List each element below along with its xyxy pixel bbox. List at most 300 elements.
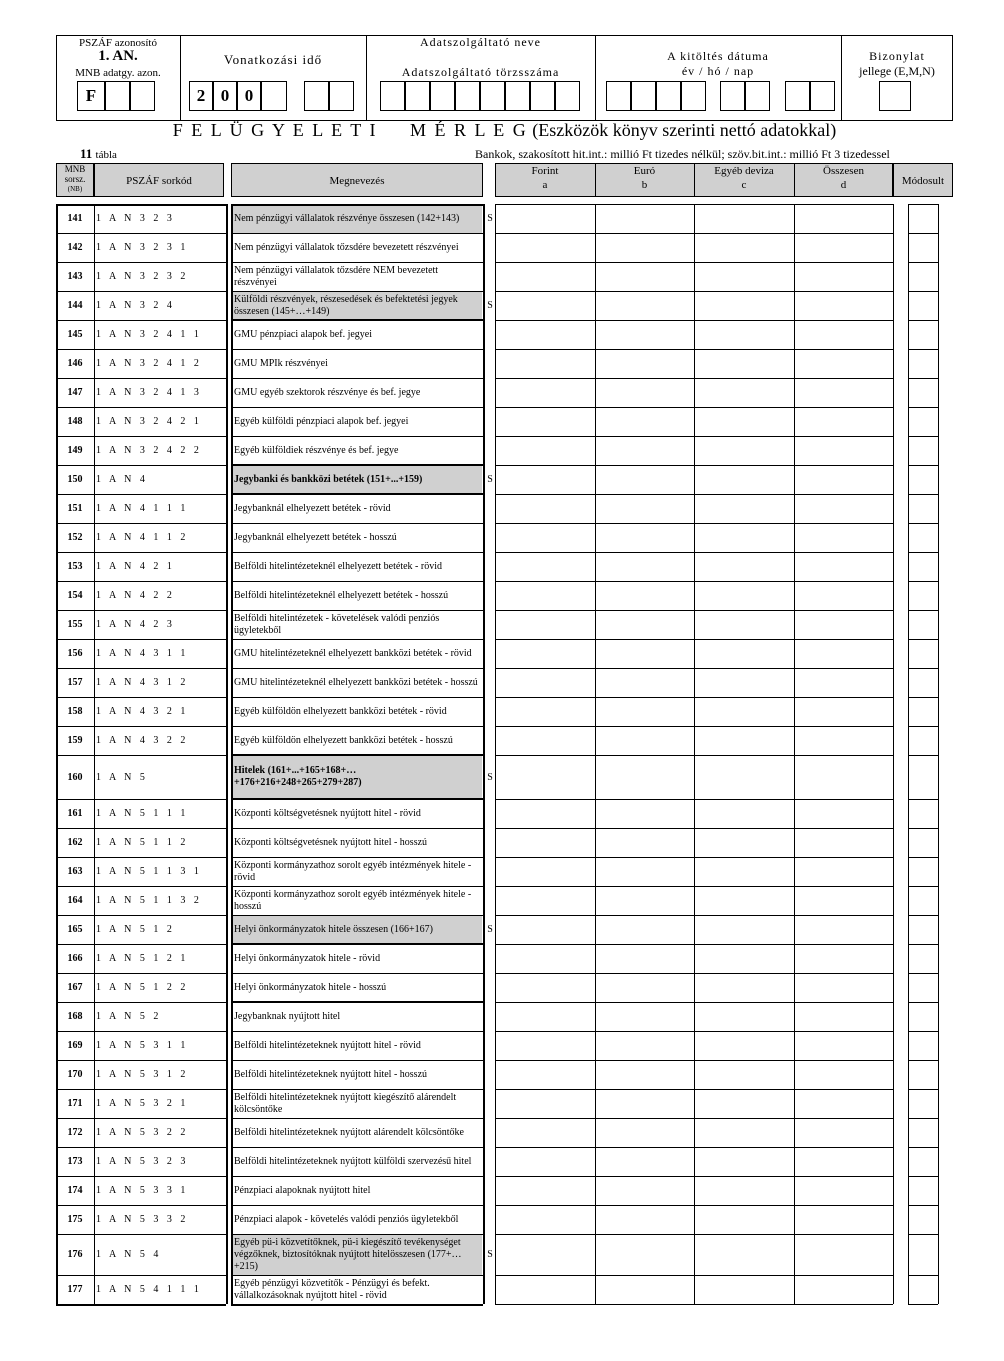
value-cell-forint[interactable] bbox=[495, 944, 595, 973]
value-cell-other[interactable] bbox=[694, 1060, 794, 1089]
fill-date-box[interactable] bbox=[810, 81, 835, 111]
value-cell-forint[interactable] bbox=[495, 1176, 595, 1205]
value-cell-forint[interactable] bbox=[495, 1147, 595, 1176]
row-number: 161 bbox=[67, 808, 83, 819]
value-cell-other[interactable] bbox=[694, 886, 794, 915]
value-cell-other[interactable] bbox=[694, 1205, 794, 1234]
fill-date-box[interactable] bbox=[681, 81, 706, 111]
page-title bbox=[56, 120, 953, 141]
modified-cell[interactable] bbox=[908, 697, 938, 726]
col-code bbox=[94, 163, 224, 197]
fill-date-box[interactable] bbox=[745, 81, 770, 111]
provider-reg-box[interactable] bbox=[380, 81, 405, 111]
row-name: Külföldi részvények, részesedések és befektetési jegyek összesen (145+…+149) bbox=[232, 291, 482, 320]
value-cell-forint[interactable] bbox=[495, 552, 595, 581]
value-cell-total[interactable] bbox=[794, 262, 893, 291]
row-number: 160 bbox=[67, 771, 83, 783]
value-cell-other[interactable] bbox=[694, 1118, 794, 1147]
row-code: 1 A N 4 1 1 2 bbox=[96, 532, 189, 543]
value-cell-total[interactable] bbox=[794, 828, 893, 857]
table-row bbox=[56, 1031, 940, 1060]
value-cell-euro[interactable] bbox=[595, 407, 694, 436]
value-cell-euro[interactable] bbox=[595, 581, 694, 610]
modified-cell[interactable] bbox=[908, 204, 938, 233]
row-number: 169 bbox=[67, 1040, 83, 1051]
value-cell-euro[interactable] bbox=[595, 320, 694, 349]
row-number: 155 bbox=[67, 619, 83, 630]
row-code: 1 A N 3 2 4 1 1 bbox=[96, 329, 202, 340]
value-cell-other[interactable] bbox=[694, 973, 794, 1002]
mnb-box-2[interactable] bbox=[105, 81, 130, 111]
value-cell-euro[interactable] bbox=[595, 1275, 694, 1304]
value-cell-forint[interactable] bbox=[495, 755, 595, 799]
col-euro bbox=[595, 164, 694, 192]
value-cell-euro[interactable] bbox=[595, 1002, 694, 1031]
value-cell-forint[interactable] bbox=[495, 523, 595, 552]
value-cell-other[interactable] bbox=[694, 262, 794, 291]
col-mnb-sub: (NB) bbox=[67, 185, 83, 193]
ref-digit-4[interactable] bbox=[261, 81, 287, 111]
value-cell-total[interactable] bbox=[794, 1234, 893, 1275]
value-cell-euro[interactable] bbox=[595, 233, 694, 262]
modified-cell[interactable] bbox=[908, 262, 938, 291]
value-cell-total[interactable] bbox=[794, 915, 893, 944]
value-cell-euro[interactable] bbox=[595, 1089, 694, 1118]
provider-reg-box[interactable] bbox=[530, 81, 555, 111]
value-cell-euro[interactable] bbox=[595, 465, 694, 494]
table-row bbox=[56, 697, 940, 726]
table-row bbox=[56, 755, 940, 799]
row-number: 167 bbox=[67, 982, 83, 993]
col-forint bbox=[495, 164, 595, 192]
value-cell-other[interactable] bbox=[694, 1234, 794, 1275]
ref-digit-6[interactable] bbox=[329, 81, 354, 111]
row-number: 176 bbox=[67, 1249, 83, 1260]
value-cell-euro[interactable] bbox=[595, 349, 694, 378]
modified-cell[interactable] bbox=[908, 233, 938, 262]
value-cell-forint[interactable] bbox=[495, 204, 595, 233]
value-cell-euro[interactable] bbox=[595, 799, 694, 828]
row-name: Belföldi hitelintézeteknek nyújtott hitel - rövid bbox=[234, 1039, 421, 1051]
value-cell-forint[interactable] bbox=[495, 668, 595, 697]
value-cell-euro[interactable] bbox=[595, 755, 694, 799]
value-cell-euro[interactable] bbox=[595, 973, 694, 1002]
modified-cell[interactable] bbox=[908, 915, 938, 944]
value-cell-forint[interactable] bbox=[495, 915, 595, 944]
value-cell-total[interactable] bbox=[794, 1176, 893, 1205]
row-code: 1 A N 5 1 2 1 bbox=[96, 953, 189, 964]
table-row bbox=[56, 320, 940, 349]
value-cell-total[interactable] bbox=[794, 320, 893, 349]
value-cell-other[interactable] bbox=[694, 494, 794, 523]
row-number: 170 bbox=[67, 1069, 83, 1080]
value-cell-other[interactable] bbox=[694, 552, 794, 581]
row-number: 142 bbox=[67, 242, 83, 253]
value-cell-total[interactable] bbox=[794, 755, 893, 799]
row-number: 162 bbox=[67, 837, 83, 848]
row-code: 1 A N 5 1 1 2 bbox=[96, 837, 189, 848]
col-total-label: Összesen bbox=[823, 165, 864, 177]
value-cell-other[interactable] bbox=[694, 799, 794, 828]
modified-cell[interactable] bbox=[908, 494, 938, 523]
value-cell-total[interactable] bbox=[794, 465, 893, 494]
modified-cell[interactable] bbox=[908, 726, 938, 755]
value-cell-total[interactable] bbox=[794, 639, 893, 668]
row-code: 1 A N 5 4 bbox=[96, 1249, 162, 1260]
value-cell-other[interactable] bbox=[694, 697, 794, 726]
value-cell-forint[interactable] bbox=[495, 1234, 595, 1275]
modified-cell[interactable] bbox=[908, 755, 938, 799]
value-cell-forint[interactable] bbox=[495, 407, 595, 436]
value-cell-other[interactable] bbox=[694, 407, 794, 436]
modified-cell[interactable] bbox=[908, 857, 938, 886]
modified-cell[interactable] bbox=[908, 1176, 938, 1205]
value-cell-euro[interactable] bbox=[595, 1205, 694, 1234]
value-cell-euro[interactable] bbox=[595, 944, 694, 973]
value-cell-forint[interactable] bbox=[495, 799, 595, 828]
modified-cell[interactable] bbox=[908, 1118, 938, 1147]
value-cell-total[interactable] bbox=[794, 973, 893, 1002]
table-row bbox=[56, 552, 940, 581]
value-cell-total[interactable] bbox=[794, 291, 893, 320]
value-cell-total[interactable] bbox=[794, 581, 893, 610]
row-name: Központi költségvetésnek nyújtott hitel - hosszú bbox=[234, 836, 428, 848]
value-cell-forint[interactable] bbox=[495, 436, 595, 465]
value-cell-other[interactable] bbox=[694, 291, 794, 320]
value-cell-forint[interactable] bbox=[495, 639, 595, 668]
table-row bbox=[56, 465, 940, 494]
value-cell-euro[interactable] bbox=[595, 915, 694, 944]
value-cell-forint[interactable] bbox=[495, 1118, 595, 1147]
row-name: Jegybanknál elhelyezett betétek - rövid bbox=[234, 502, 391, 514]
fill-date-box[interactable] bbox=[785, 81, 810, 111]
value-cell-forint[interactable] bbox=[495, 857, 595, 886]
row-code: 1 A N 5 3 2 3 bbox=[96, 1156, 189, 1167]
value-cell-other[interactable] bbox=[694, 204, 794, 233]
value-cell-forint[interactable] bbox=[495, 1089, 595, 1118]
fill-date-sub: év / hó / nap bbox=[681, 64, 755, 78]
ref-digit-3[interactable]: 0 bbox=[237, 81, 261, 111]
value-cell-euro[interactable] bbox=[595, 1176, 694, 1205]
value-cell-total[interactable] bbox=[794, 407, 893, 436]
value-cell-euro[interactable] bbox=[595, 204, 694, 233]
provider-reg-box[interactable] bbox=[480, 81, 505, 111]
value-cell-total[interactable] bbox=[794, 204, 893, 233]
value-cell-total[interactable] bbox=[794, 233, 893, 262]
col-euro-sub: b bbox=[641, 179, 648, 191]
row-code: 1 A N 4 2 1 bbox=[96, 561, 175, 572]
value-cell-euro[interactable] bbox=[595, 1060, 694, 1089]
row-number: 145 bbox=[67, 329, 83, 340]
modified-cell[interactable] bbox=[908, 799, 938, 828]
row-number: 152 bbox=[67, 532, 83, 543]
table-row bbox=[56, 523, 940, 552]
value-cell-euro[interactable] bbox=[595, 668, 694, 697]
value-cell-other[interactable] bbox=[694, 944, 794, 973]
row-sum-flag: S bbox=[487, 1249, 493, 1260]
modified-cell[interactable] bbox=[908, 944, 938, 973]
value-cell-euro[interactable] bbox=[595, 610, 694, 639]
row-name: Egyéb pü-i közvetítőknek, pü-i kiegészítő tevékenységet végzőknek, biztosítóknak nyújtott hitelösszesen (177+…+215) bbox=[232, 1234, 482, 1275]
table-row bbox=[56, 799, 940, 828]
value-cell-forint[interactable] bbox=[495, 973, 595, 1002]
value-cell-euro[interactable] bbox=[595, 697, 694, 726]
value-cell-total[interactable] bbox=[794, 668, 893, 697]
value-cell-euro[interactable] bbox=[595, 1234, 694, 1275]
value-cell-other[interactable] bbox=[694, 436, 794, 465]
row-name: Nem pénzügyi vállalatok részvénye összesen (142+143) bbox=[232, 204, 482, 233]
table-row bbox=[56, 915, 940, 944]
mnb-box-1[interactable]: F bbox=[77, 81, 105, 111]
modified-cell[interactable] bbox=[908, 1002, 938, 1031]
table-row bbox=[56, 886, 940, 915]
value-cell-total[interactable] bbox=[794, 610, 893, 639]
value-cell-euro[interactable] bbox=[595, 886, 694, 915]
value-cell-other[interactable] bbox=[694, 1002, 794, 1031]
value-cell-total[interactable] bbox=[794, 857, 893, 886]
modified-cell[interactable] bbox=[908, 1234, 938, 1275]
value-cell-other[interactable] bbox=[694, 1089, 794, 1118]
provider-reg-box[interactable] bbox=[555, 81, 580, 111]
modified-cell[interactable] bbox=[908, 523, 938, 552]
value-cell-forint[interactable] bbox=[495, 320, 595, 349]
row-number: 156 bbox=[67, 648, 83, 659]
row-code: 1 A N 5 1 1 3 2 bbox=[96, 895, 202, 906]
row-code: 1 A N 3 2 4 1 2 bbox=[96, 358, 202, 369]
table-row bbox=[56, 1118, 940, 1147]
fill-date-box[interactable] bbox=[720, 81, 745, 111]
fill-date-label: A kitöltés dátuma bbox=[667, 49, 769, 63]
value-cell-forint[interactable] bbox=[495, 262, 595, 291]
value-cell-forint[interactable] bbox=[495, 494, 595, 523]
ref-digit-5[interactable] bbox=[304, 81, 329, 111]
modified-cell[interactable] bbox=[908, 1031, 938, 1060]
row-code: 1 A N 5 1 2 bbox=[96, 924, 175, 935]
modified-cell[interactable] bbox=[908, 581, 938, 610]
ref-digit-1[interactable]: 2 bbox=[189, 81, 213, 111]
value-cell-other[interactable] bbox=[694, 755, 794, 799]
value-cell-total[interactable] bbox=[794, 1275, 893, 1304]
value-cell-forint[interactable] bbox=[495, 1060, 595, 1089]
row-number: 163 bbox=[67, 866, 83, 877]
value-cell-other[interactable] bbox=[694, 1275, 794, 1304]
value-cell-forint[interactable] bbox=[495, 378, 595, 407]
value-cell-forint[interactable] bbox=[495, 1031, 595, 1060]
table-row bbox=[56, 857, 940, 886]
value-cell-forint[interactable] bbox=[495, 581, 595, 610]
row-number: 154 bbox=[67, 590, 83, 601]
value-cell-total[interactable] bbox=[794, 697, 893, 726]
units-note: Bankok, szakosított hit.int.: millió Ft tizedes nélkül; szöv.bit.int.: millió Ft 3 tizedessel bbox=[475, 147, 890, 161]
row-code: 1 A N 5 3 2 1 bbox=[96, 1098, 189, 1109]
value-cell-euro[interactable] bbox=[595, 1147, 694, 1176]
value-cell-total[interactable] bbox=[794, 726, 893, 755]
value-cell-total[interactable] bbox=[794, 1205, 893, 1234]
value-cell-forint[interactable] bbox=[495, 233, 595, 262]
value-cell-forint[interactable] bbox=[495, 828, 595, 857]
row-number: 177 bbox=[67, 1284, 83, 1295]
value-cell-other[interactable] bbox=[694, 378, 794, 407]
value-cell-euro[interactable] bbox=[595, 291, 694, 320]
modified-cell[interactable] bbox=[908, 639, 938, 668]
row-name: Központi kormányzathoz sorolt egyéb intézmények hitele - hosszú bbox=[234, 888, 472, 912]
modified-cell[interactable] bbox=[908, 552, 938, 581]
row-code: 1 A N 5 1 1 3 1 bbox=[96, 866, 202, 877]
table-row bbox=[56, 944, 940, 973]
value-cell-euro[interactable] bbox=[595, 726, 694, 755]
value-cell-euro[interactable] bbox=[595, 1031, 694, 1060]
value-cell-total[interactable] bbox=[794, 944, 893, 973]
value-cell-total[interactable] bbox=[794, 886, 893, 915]
value-cell-forint[interactable] bbox=[495, 291, 595, 320]
doc-type-sub: jellege (E,M,N) bbox=[859, 64, 935, 78]
provider-name-label: Adatszolgáltató neve bbox=[420, 35, 541, 49]
row-name: Jegybanknak nyújtott hitel bbox=[234, 1010, 341, 1022]
value-cell-forint[interactable] bbox=[495, 1002, 595, 1031]
value-cell-other[interactable] bbox=[694, 639, 794, 668]
value-cell-forint[interactable] bbox=[495, 1275, 595, 1304]
value-cell-other[interactable] bbox=[694, 1176, 794, 1205]
value-cell-other[interactable] bbox=[694, 668, 794, 697]
value-cell-other[interactable] bbox=[694, 233, 794, 262]
value-cell-other[interactable] bbox=[694, 857, 794, 886]
row-code: 1 A N 5 3 3 1 bbox=[96, 1185, 189, 1196]
value-cell-total[interactable] bbox=[794, 494, 893, 523]
value-cell-forint[interactable] bbox=[495, 886, 595, 915]
modified-cell[interactable] bbox=[908, 378, 938, 407]
value-cell-other[interactable] bbox=[694, 1031, 794, 1060]
modified-cell[interactable] bbox=[908, 1147, 938, 1176]
table-row bbox=[56, 378, 940, 407]
value-cell-other[interactable] bbox=[694, 523, 794, 552]
value-cell-other[interactable] bbox=[694, 581, 794, 610]
fill-date-box[interactable] bbox=[606, 81, 631, 111]
value-cell-other[interactable] bbox=[694, 828, 794, 857]
row-name: GMU MPIk részvényei bbox=[234, 357, 328, 369]
provider-reg-box[interactable] bbox=[505, 81, 530, 111]
value-cell-total[interactable] bbox=[794, 349, 893, 378]
value-cell-total[interactable] bbox=[794, 378, 893, 407]
row-sum-flag: S bbox=[487, 924, 493, 935]
value-cell-euro[interactable] bbox=[595, 552, 694, 581]
value-cell-euro[interactable] bbox=[595, 1118, 694, 1147]
table-row bbox=[56, 291, 940, 320]
value-cell-forint[interactable] bbox=[495, 726, 595, 755]
value-cell-total[interactable] bbox=[794, 1118, 893, 1147]
value-cell-other[interactable] bbox=[694, 320, 794, 349]
modified-cell[interactable] bbox=[908, 668, 938, 697]
value-cell-other[interactable] bbox=[694, 726, 794, 755]
value-cell-forint[interactable] bbox=[495, 697, 595, 726]
value-cell-total[interactable] bbox=[794, 799, 893, 828]
value-cell-other[interactable] bbox=[694, 610, 794, 639]
ref-digit-2[interactable]: 0 bbox=[213, 81, 237, 111]
row-code: 1 A N 5 3 3 2 bbox=[96, 1214, 189, 1225]
row-code: 1 A N 3 2 3 1 bbox=[96, 242, 189, 253]
mnb-label: MNB adatgy. azon. bbox=[75, 67, 161, 79]
provider-reg-box[interactable] bbox=[430, 81, 455, 111]
modified-cell[interactable] bbox=[908, 1060, 938, 1089]
value-cell-euro[interactable] bbox=[595, 494, 694, 523]
value-cell-total[interactable] bbox=[794, 552, 893, 581]
value-cell-euro[interactable] bbox=[595, 828, 694, 857]
value-cell-total[interactable] bbox=[794, 436, 893, 465]
modified-cell[interactable] bbox=[908, 349, 938, 378]
row-code: 1 A N 5 bbox=[96, 771, 148, 783]
modified-cell[interactable] bbox=[908, 828, 938, 857]
modified-cell[interactable] bbox=[908, 320, 938, 349]
table-label bbox=[80, 146, 117, 162]
provider-reg-box[interactable] bbox=[455, 81, 480, 111]
modified-cell[interactable] bbox=[908, 436, 938, 465]
value-cell-forint[interactable] bbox=[495, 349, 595, 378]
value-cell-total[interactable] bbox=[794, 1031, 893, 1060]
modified-cell[interactable] bbox=[908, 465, 938, 494]
modified-cell[interactable] bbox=[908, 1089, 938, 1118]
value-cell-forint[interactable] bbox=[495, 1205, 595, 1234]
row-code: 1 A N 4 2 3 bbox=[96, 619, 175, 630]
table-row bbox=[56, 973, 940, 1002]
value-cell-other[interactable] bbox=[694, 465, 794, 494]
modified-cell[interactable] bbox=[908, 407, 938, 436]
value-cell-euro[interactable] bbox=[595, 639, 694, 668]
row-number: 141 bbox=[67, 213, 83, 224]
value-cell-total[interactable] bbox=[794, 1002, 893, 1031]
fill-date-box[interactable] bbox=[631, 81, 656, 111]
value-cell-euro[interactable] bbox=[595, 523, 694, 552]
row-name: Helyi önkormányzatok hitele összesen (166+167) bbox=[232, 915, 482, 944]
modified-cell[interactable] bbox=[908, 973, 938, 1002]
col-code-label: PSZÁF sorkód bbox=[126, 175, 192, 187]
modified-cell[interactable] bbox=[908, 610, 938, 639]
modified-cell[interactable] bbox=[908, 1205, 938, 1234]
row-name: Nem pénzügyi vállalatok tőzsdére bevezetett részvényei bbox=[234, 241, 459, 253]
provider-reg-box[interactable] bbox=[405, 81, 430, 111]
row-name: Központi költségvetésnek nyújtott hitel - rövid bbox=[234, 807, 421, 819]
value-cell-other[interactable] bbox=[694, 915, 794, 944]
value-cell-total[interactable] bbox=[794, 1089, 893, 1118]
value-cell-forint[interactable] bbox=[495, 465, 595, 494]
value-cell-euro[interactable] bbox=[595, 436, 694, 465]
value-cell-other[interactable] bbox=[694, 1147, 794, 1176]
value-cell-euro[interactable] bbox=[595, 378, 694, 407]
value-cell-total[interactable] bbox=[794, 1060, 893, 1089]
value-cell-total[interactable] bbox=[794, 523, 893, 552]
row-sum-flag: S bbox=[487, 771, 493, 783]
modified-cell[interactable] bbox=[908, 291, 938, 320]
row-code: 1 A N 4 3 1 1 bbox=[96, 648, 189, 659]
row-code: 1 A N 5 3 1 2 bbox=[96, 1069, 189, 1080]
value-cell-total[interactable] bbox=[794, 1147, 893, 1176]
value-cell-euro[interactable] bbox=[595, 262, 694, 291]
table-row bbox=[56, 407, 940, 436]
row-name: Egyéb külföldiek részvénye és bef. jegye bbox=[234, 444, 399, 456]
row-name: Belföldi hitelintézeteknek nyújtott kiegészítő alárendelt kölcsöntőke bbox=[234, 1091, 457, 1115]
value-cell-euro[interactable] bbox=[595, 857, 694, 886]
form-id: 1. AN. bbox=[98, 48, 138, 64]
value-cell-forint[interactable] bbox=[495, 610, 595, 639]
modified-cell[interactable] bbox=[908, 886, 938, 915]
row-name: GMU egyéb szektorok részvénye és bef. jegye bbox=[234, 386, 421, 398]
value-cell-other[interactable] bbox=[694, 349, 794, 378]
row-code: 1 A N 4 2 2 bbox=[96, 590, 175, 601]
table-row bbox=[56, 1205, 940, 1234]
fill-date-box[interactable] bbox=[656, 81, 681, 111]
modified-cell[interactable] bbox=[908, 1275, 938, 1304]
row-name: Helyi önkormányzatok hitele - hosszú bbox=[234, 981, 387, 993]
doc-type-box[interactable] bbox=[879, 81, 911, 111]
mnb-box-3[interactable] bbox=[130, 81, 155, 111]
